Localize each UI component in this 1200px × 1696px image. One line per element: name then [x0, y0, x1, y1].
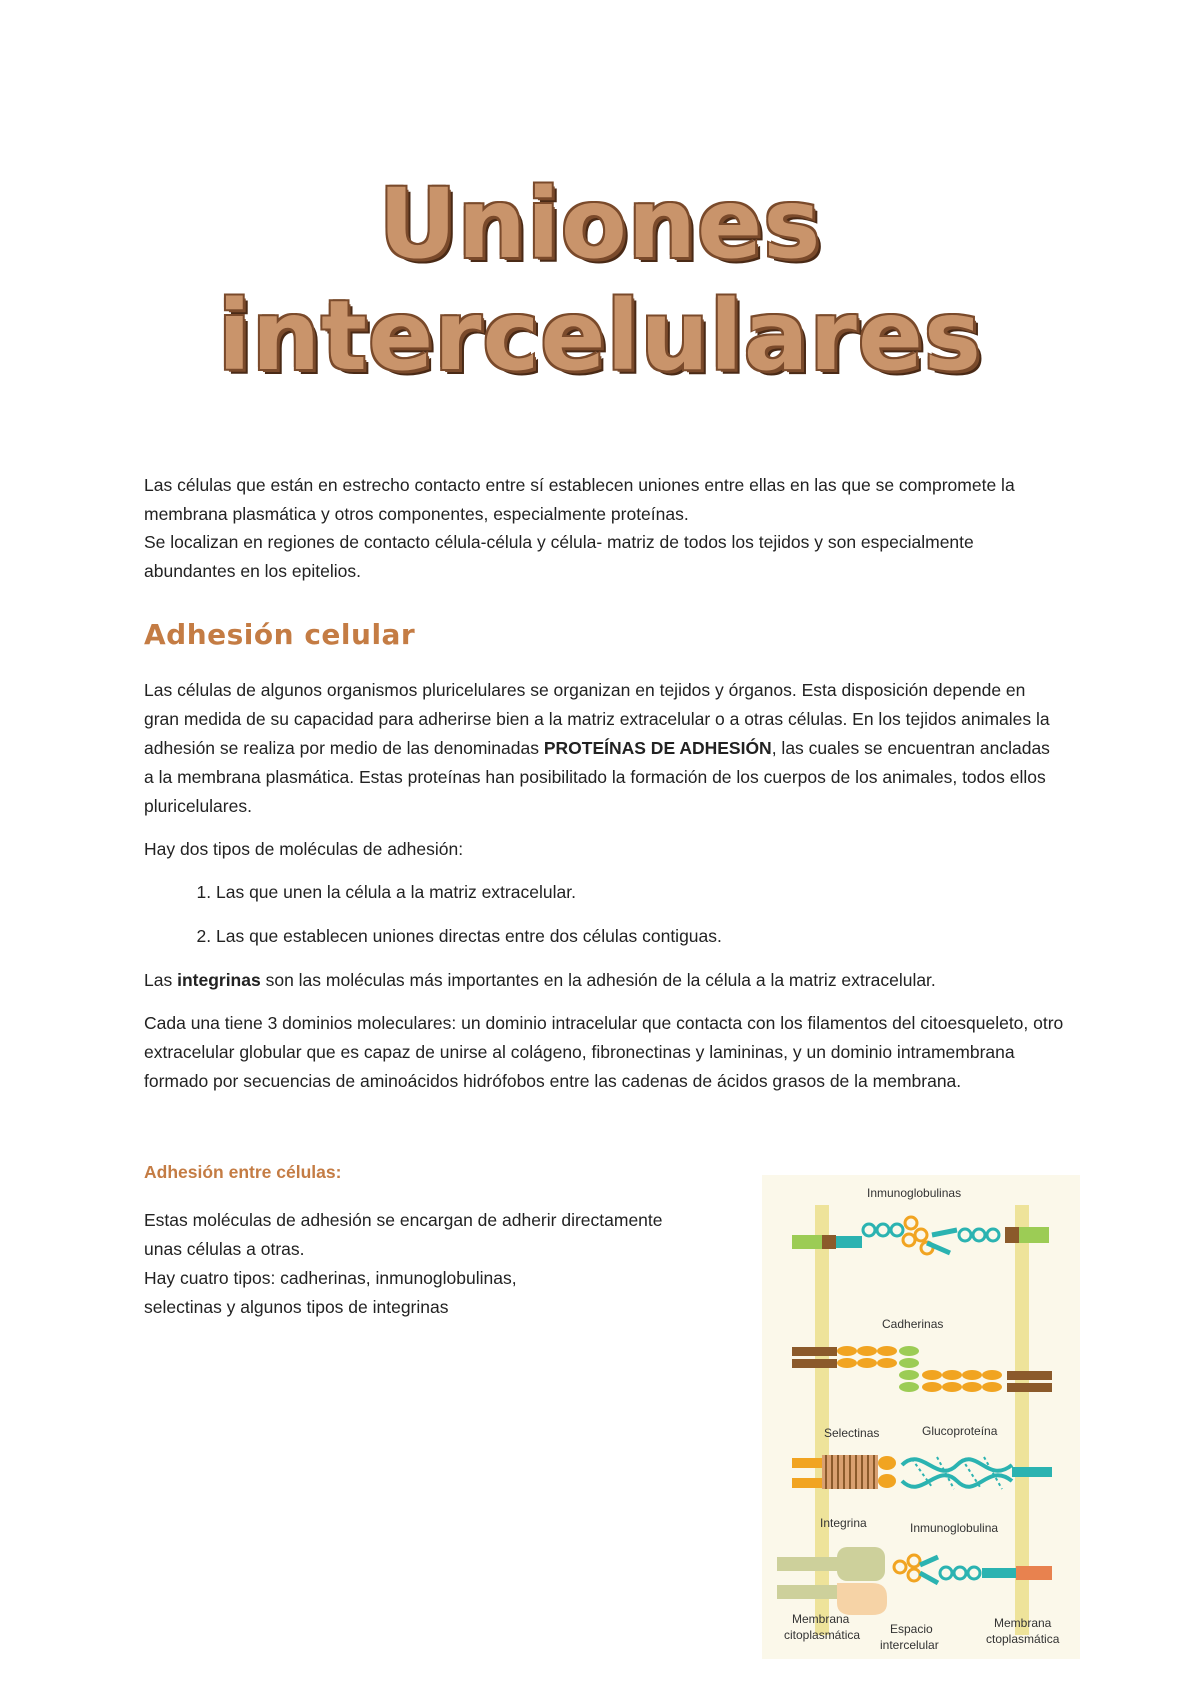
- adhesion-paragraph-4: Cada una tiene 3 dominios moleculares: un dominio intracelular que contacta con los filamentos del citoesqueleto, otro extracelular globular que es capaz de unirse al colágeno, fibronectinas y lamininas, y un dominio intramembrana formado por secuencias de aminoácidos hidrófobos entre las cadenas de ácidos grasos de la membrana.: [144, 1013, 1064, 1091]
- text-line: Hay cuatro tipos: cadherinas, inmunoglobulinas,: [144, 1268, 517, 1288]
- label-membrana-left-1: Membrana: [792, 1612, 850, 1626]
- intro-section: [144, 471, 1044, 585]
- text-span: Las células de algunos organismos pluricelulares se organizan en tejidos y órganos. Esta disposición depende en gran medida de su capacidad para adherirse bien a la matriz extracelular o a otras células. En los tejidos animales la adhesión se realiza por medio de las denominadas: [144, 680, 1050, 758]
- label-membrana-right-1: Membrana: [994, 1616, 1052, 1630]
- between-cells-text: [144, 1206, 764, 1322]
- adhesion-diagram: [762, 1175, 1080, 1659]
- adhesion-paragraph-3: [144, 966, 1064, 995]
- section-heading-adhesion: Adhesión celular: [144, 618, 416, 651]
- text-line: unas células a otras.: [144, 1239, 305, 1259]
- label-membrana-left-2: citoplasmática: [784, 1628, 861, 1642]
- adhesion-molecules-figure: [762, 1175, 1080, 1659]
- inmunoglobulin-pair-top: [792, 1217, 1049, 1254]
- text-span: Las: [144, 970, 178, 990]
- text-span: , las cuales se encuentran ancladas a la membrana plasmática. Estas proteínas han posibilitado la formación de los cuerpos de los animales, todos ellos pluricelulares.: [144, 738, 1050, 816]
- list-item: 2. Las que establecen uniones directas entre dos células contiguas.: [216, 922, 1064, 951]
- label-espacio-2: intercelular: [880, 1638, 939, 1652]
- text-line: Estas moléculas de adhesión se encargan de adherir directamente: [144, 1210, 663, 1230]
- label-integrina: Integrina: [820, 1516, 867, 1530]
- title-line-2: intercelulares: [217, 280, 983, 392]
- text-span: son las moléculas más importantes en la adhesión de la célula a la matriz extracelular.: [260, 970, 936, 990]
- adhesion-types-list: [144, 878, 1064, 951]
- text-line: selectinas y algunos tipos de integrinas: [144, 1297, 449, 1317]
- intro-paragraph-1: Las células que están en estrecho contacto entre sí establecen uniones entre ellas en las que se compromete la membrana plasmática y otros componentes, especialmente proteínas.: [144, 475, 1015, 524]
- page-title: [0, 168, 1200, 392]
- adhesion-paragraph-2: Hay dos tipos de moléculas de adhesión:: [144, 839, 464, 859]
- adhesion-section: [144, 676, 1064, 1110]
- integrin-structure: [777, 1547, 887, 1615]
- bold-term: integrinas: [177, 970, 261, 990]
- cadherin-pair: [792, 1346, 1052, 1392]
- intro-paragraph-2: Se localizan en regiones de contacto célula-célula y célula- matriz de todos los tejidos y son especialmente abundantes en los epitelios.: [144, 532, 974, 581]
- label-selectinas: Selectinas: [824, 1426, 880, 1440]
- adhesion-paragraph-1: [144, 676, 1064, 821]
- label-inmunoglobulina: Inmunoglobulina: [910, 1521, 999, 1535]
- bold-term: PROTEÍNAS DE ADHESIÓN: [543, 738, 772, 758]
- label-inmunoglobulinas: Inmunoglobulinas: [867, 1186, 962, 1200]
- label-glucoproteina: Glucoproteína: [922, 1424, 998, 1438]
- list-item: 1. Las que unen la célula a la matriz extracelular.: [216, 878, 1064, 907]
- title-line-1: Uniones: [378, 168, 822, 280]
- label-cadherinas: Cadherinas: [882, 1317, 944, 1331]
- label-espacio-1: Espacio: [890, 1622, 933, 1636]
- selectin-glycoprotein-pair: [792, 1455, 1052, 1489]
- subsection-heading-between-cells: Adhesión entre células:: [144, 1162, 342, 1182]
- label-membrana-right-2: ctoplasmática: [986, 1632, 1060, 1646]
